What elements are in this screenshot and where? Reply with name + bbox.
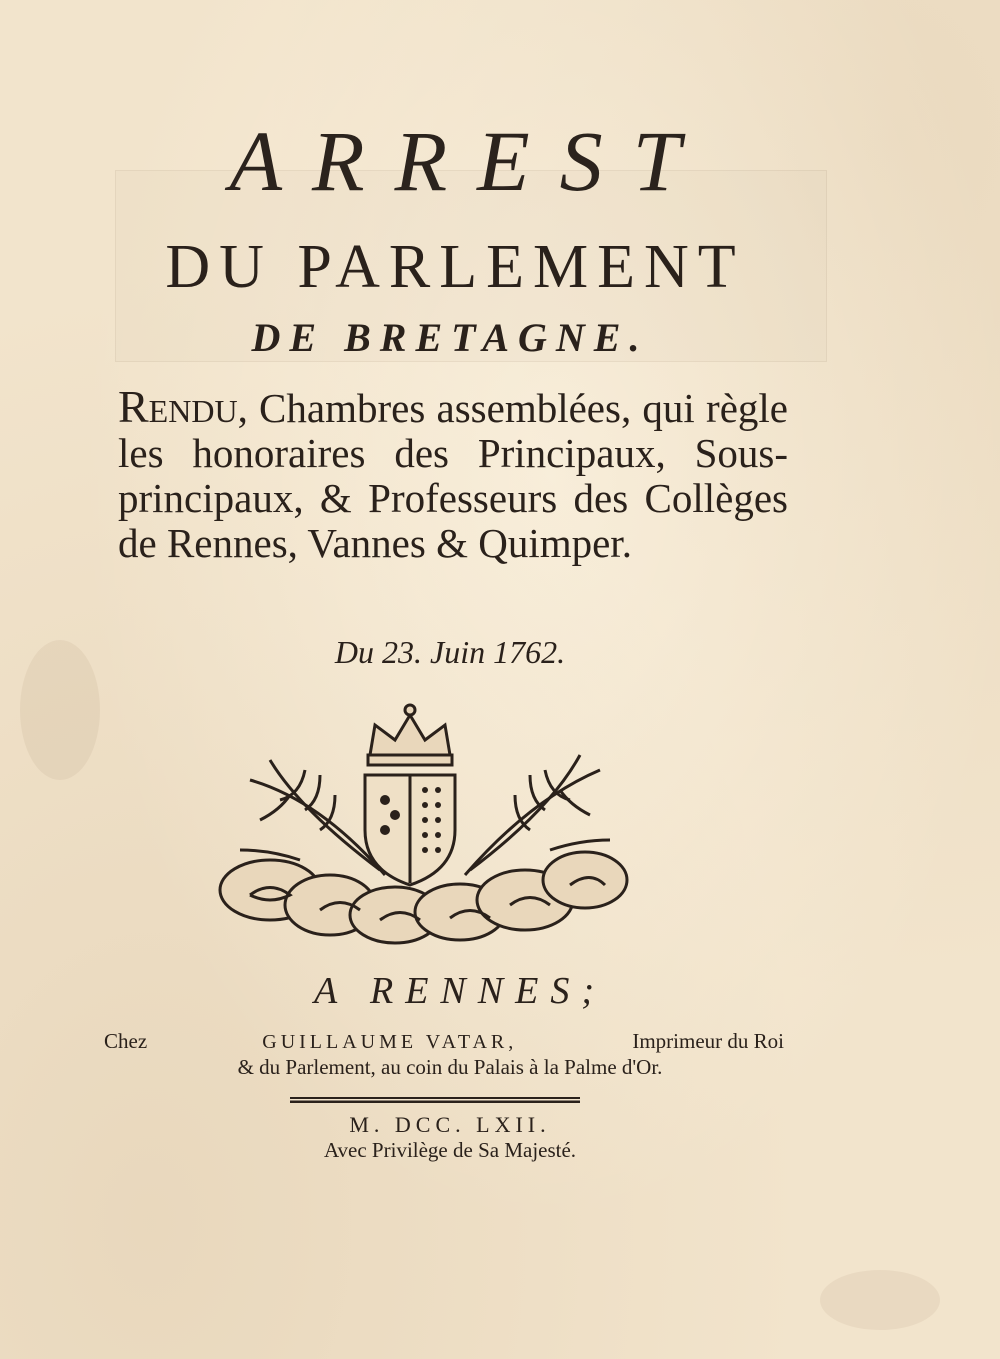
imprint-line-2: & du Parlement, au coin du Palais à la Palme d'Or. — [237, 1055, 663, 1079]
decree-date: Du 23. Juin 1762. — [334, 634, 566, 670]
imprint-prefix: Chez — [104, 1029, 148, 1053]
subtitle-dropcap: Rendu — [118, 381, 238, 432]
crown-icon — [368, 705, 452, 765]
title-bretagne: DE BRETAGNE. — [251, 315, 649, 360]
publication-year: M. DCC. LXII. — [349, 1112, 551, 1137]
title-arrest: ARREST — [229, 113, 711, 209]
coat-of-arms-emblem — [210, 700, 640, 950]
imprint-line-1 — [104, 1028, 784, 1055]
printer-name: GUILLAUME VATAR, — [262, 1031, 518, 1053]
paper-stain — [20, 640, 100, 780]
subtitle-paragraph — [118, 381, 788, 566]
subtitle-text: , Chambres assemblées, qui règle les honoraires des Principaux, Sous-principaux, & Professeurs des Collèges de Rennes, Vannes & Quimper. — [118, 385, 788, 566]
publication-city: A RENNES; — [313, 970, 606, 1012]
decorative-rule — [290, 1096, 580, 1104]
title-parlement: DU PARLEMENT — [165, 233, 745, 301]
shield-icon — [365, 775, 455, 885]
imprint-role: Imprimeur du Roi — [632, 1029, 784, 1053]
royal-privilege: Avec Privilège de Sa Majesté. — [323, 1138, 577, 1162]
paper-stain — [820, 1270, 940, 1330]
palm-branch-left — [240, 760, 385, 875]
